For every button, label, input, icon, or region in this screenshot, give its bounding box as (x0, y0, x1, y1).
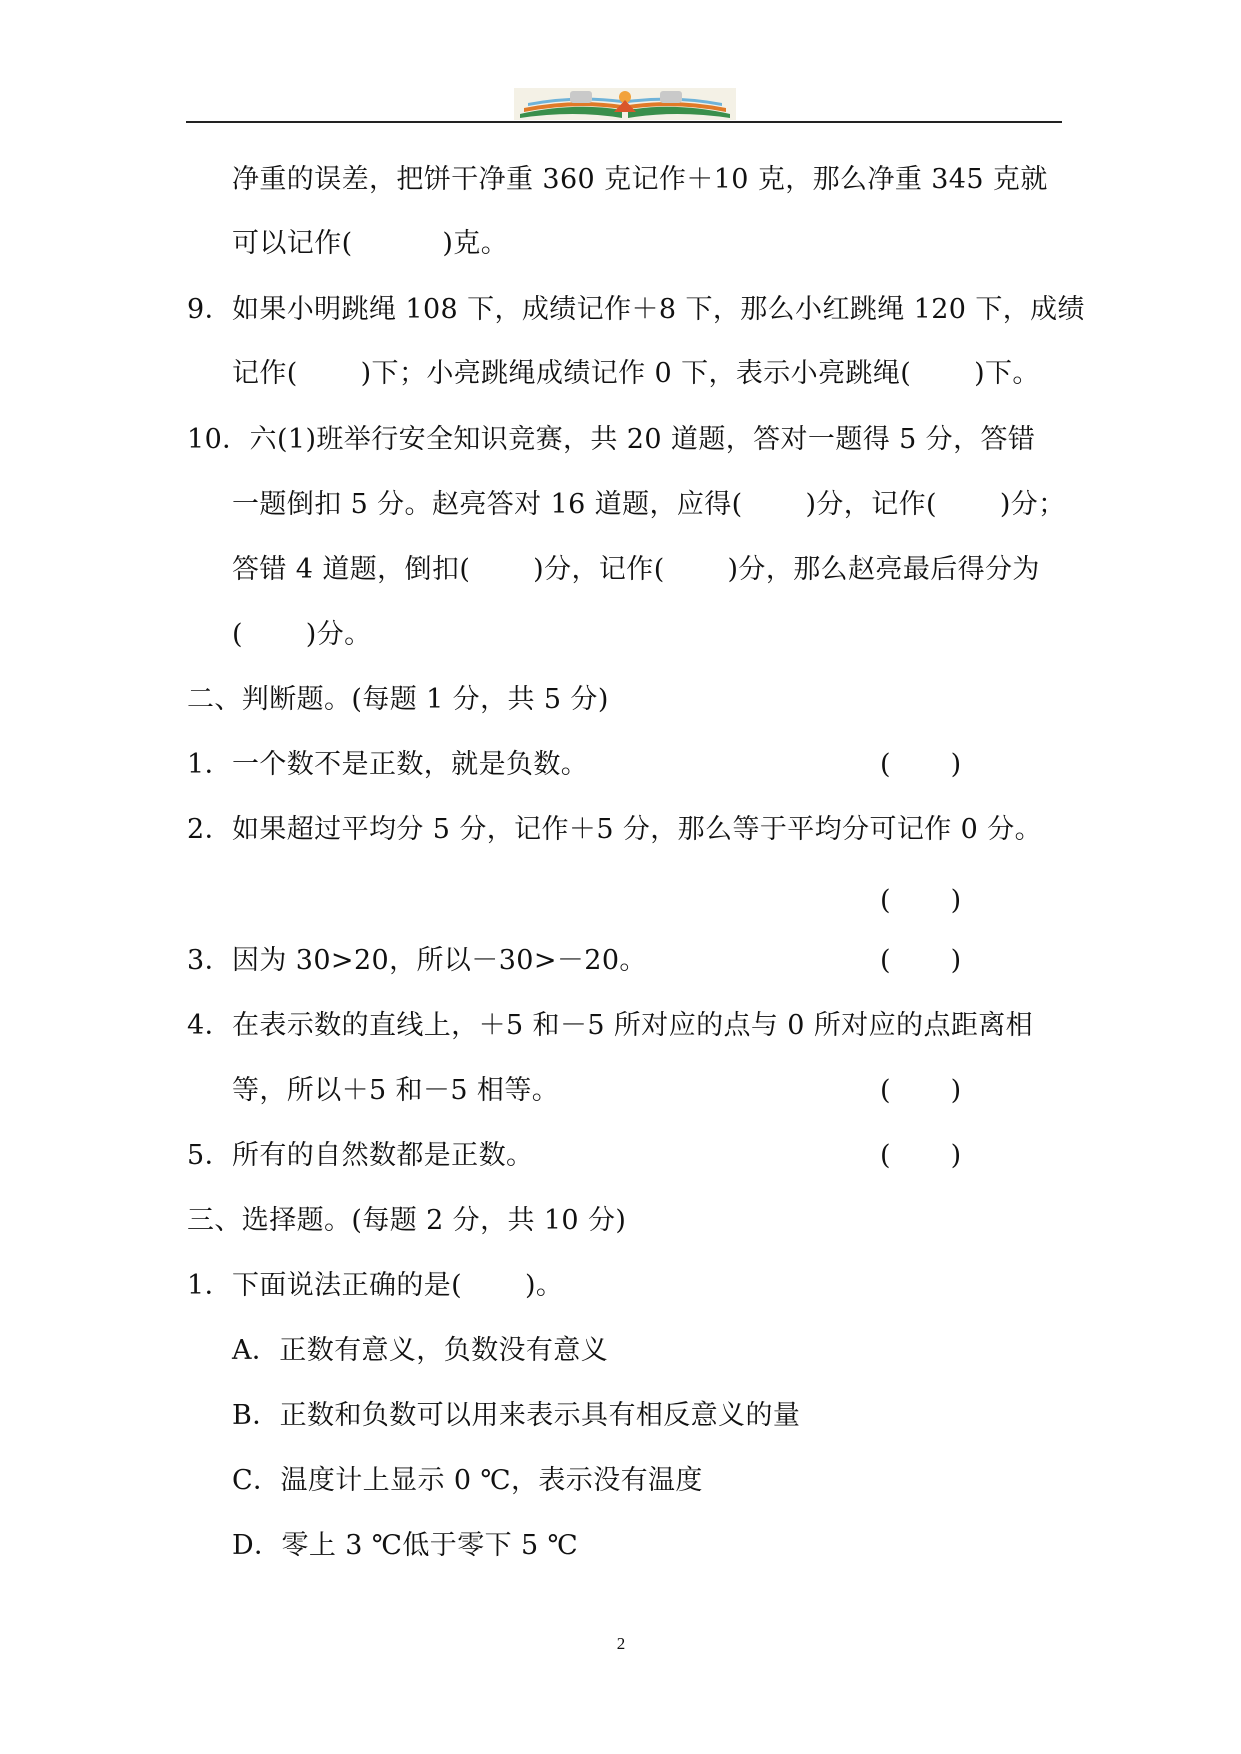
judge-answer-bracket-1: ( ) (880, 749, 962, 780)
question-10-line-4: ( )分。 (232, 619, 372, 650)
header-rule (186, 121, 1062, 123)
judge-section-heading: 二、判断题。(每题 1 分，共 5 分) (187, 684, 609, 715)
judge-answer-bracket-3: ( ) (880, 945, 962, 976)
judge-answer-bracket-4: ( ) (880, 1075, 962, 1106)
page-number: 2 (616, 1634, 626, 1653)
judge-answer-bracket-2: ( ) (880, 885, 962, 916)
choice-section-heading: 三、选择题。(每题 2 分，共 10 分) (187, 1205, 627, 1236)
question-9-line-1: 9．如果小明跳绳 108 下，成绩记作＋8 下，那么小红跳绳 120 下，成绩 (187, 294, 1085, 325)
judge-answer-bracket-5: ( ) (880, 1140, 962, 1171)
choice-option-c: C．温度计上显示 0 ℃，表示没有温度 (232, 1465, 703, 1496)
question-8-line-2: 可以记作( )克。 (232, 228, 509, 259)
choice-option-d: D．零上 3 ℃低于零下 5 ℃ (232, 1530, 579, 1561)
judge-item-1: 1．一个数不是正数，就是负数。 (187, 749, 589, 780)
publisher-logo (514, 88, 736, 120)
judge-item-2: 2．如果超过平均分 5 分，记作＋5 分，那么等于平均分可记作 0 分。 (187, 814, 1043, 845)
question-9-line-2: 记作( )下；小亮跳绳成绩记作 0 下，表示小亮跳绳( )下。 (232, 358, 1040, 389)
question-10-line-1: 10．六(1)班举行安全知识竞赛，共 20 道题，答对一题得 5 分，答错 (187, 424, 1036, 455)
judge-item-4-line-1: 4．在表示数的直线上，＋5 和－5 所对应的点与 0 所对应的点距离相 (187, 1010, 1034, 1041)
choice-option-a: A．正数有意义，负数没有意义 (232, 1335, 609, 1366)
judge-item-5: 5．所有的自然数都是正数。 (187, 1140, 534, 1171)
judge-item-3: 3．因为 30>20，所以－30>－20。 (187, 945, 647, 976)
question-8-line-1: 净重的误差，把饼干净重 360 克记作＋10 克，那么净重 345 克就 (232, 164, 1048, 195)
choice-question-1: 1．下面说法正确的是( )。 (187, 1270, 564, 1301)
choice-option-b: B．正数和负数可以用来表示具有相反意义的量 (232, 1400, 801, 1431)
question-10-line-2: 一题倒扣 5 分。赵亮答对 16 道题，应得( )分，记作( )分； (232, 489, 1066, 520)
question-10-line-3: 答错 4 道题，倒扣( )分，记作( )分，那么赵亮最后得分为 (232, 554, 1040, 585)
judge-item-4-line-2: 等，所以＋5 和－5 相等。 (232, 1075, 560, 1106)
